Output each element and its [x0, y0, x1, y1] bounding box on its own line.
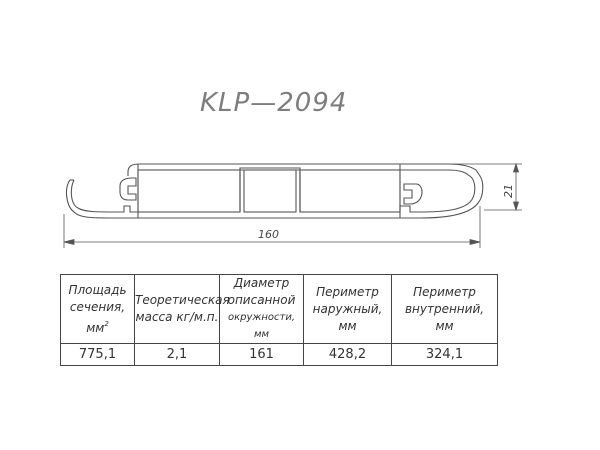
chamber-right	[300, 170, 400, 212]
value-diameter: 161	[220, 344, 304, 366]
profile-inner-contour	[71, 168, 474, 212]
profile-outer-contour	[67, 164, 483, 218]
width-dimension-label: 160	[258, 228, 279, 241]
header-diameter: Диаметр описанной окружности, мм	[220, 275, 304, 344]
header-area: Площадь сечения, $мм^2$	[61, 275, 135, 344]
profile-outline	[67, 164, 483, 218]
header-outer-perimeter: Периметр наружный, мм	[304, 275, 392, 344]
left-hook	[120, 178, 136, 200]
value-inner-perimeter: 324,1	[392, 344, 498, 366]
value-area: 775,1	[61, 344, 135, 366]
height-dimension-label: 21	[502, 184, 515, 198]
table-header-row	[61, 275, 498, 344]
chamber-center	[244, 170, 296, 212]
header-mass: Теоретическая масса кг/м.п.	[135, 275, 220, 344]
table-values-row	[61, 344, 498, 366]
value-outer-perimeter: 428,2	[304, 344, 392, 366]
spec-table	[60, 274, 498, 366]
right-hook	[404, 184, 422, 204]
chamber-left	[138, 170, 240, 212]
value-mass: 2,1	[135, 344, 220, 366]
profile-title: KLP—2094	[200, 88, 348, 118]
header-inner-perimeter: Периметр внутренний, мм	[392, 275, 498, 344]
